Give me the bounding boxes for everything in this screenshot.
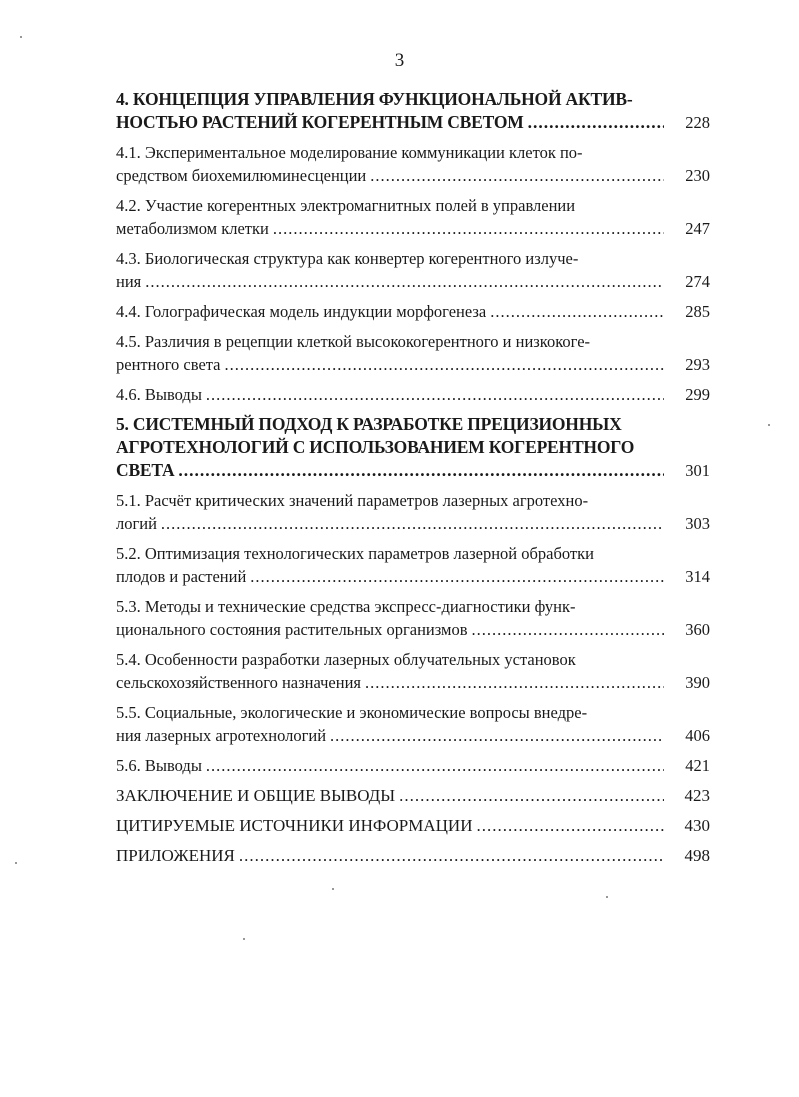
toc-page-number: 299 [685,385,710,404]
dot-leader [365,671,664,694]
toc-page-number: 423 [684,786,710,805]
toc-entry-4-3[interactable] [116,247,710,293]
scan-speck [15,862,17,864]
page-number: 3 [394,50,405,71]
toc-entry-5-4[interactable] [116,648,710,694]
table-of-contents [116,88,710,874]
dot-leader [178,459,664,482]
toc-entry-text: 5.4. Особенности разработки лазерных облучательных установок [116,650,576,669]
toc-page-number: 360 [685,620,710,639]
toc-entry-text: 4.2. Участие когерентных электромагнитных полей в управлении [116,196,576,215]
toc-entry-text: 5.5. Социальные, экологические и экономические вопросы внедре- [116,703,588,722]
toc-entry-text: 4.4. Голографическая модель индукции морфогенеза [116,302,487,321]
toc-entry-text: СВЕТА [116,460,175,480]
dot-leader [490,300,664,323]
toc-page-number: 230 [685,166,710,185]
dot-leader [477,814,665,837]
toc-page-number: 314 [685,567,710,586]
toc-entry-text: ЦИТИРУЕМЫЕ ИСТОЧНИКИ ИНФОРМАЦИИ [116,816,473,835]
scan-speck [20,36,22,38]
toc-entry-text: ционального состояния растительных организмов [116,620,468,639]
toc-entry-4-5[interactable] [116,330,710,376]
toc-page-number: 303 [685,514,710,533]
dot-leader [273,217,664,240]
toc-page-number: 247 [685,219,710,238]
toc-entry-5-5[interactable] [116,701,710,747]
toc-entry-text: ЗАКЛЮЧЕНИЕ И ОБЩИЕ ВЫВОДЫ [116,786,396,805]
toc-entry-text: 4. КОНЦЕПЦИЯ УПРАВЛЕНИЯ ФУНКЦИОНАЛЬНОЙ АКТИВ- [116,89,633,109]
toc-entry-text: ния [116,272,142,291]
toc-entry-text: сельскохозяйственного назначения [116,673,361,692]
toc-entry-chapter-4[interactable] [116,88,710,134]
toc-page-number: 390 [685,673,710,692]
dot-leader [528,111,664,134]
toc-entry-conclusion[interactable] [116,784,710,807]
toc-page-number: 293 [685,355,710,374]
scan-speck [606,896,608,898]
toc-entry-5-6[interactable] [116,754,710,777]
toc-entry-references[interactable] [116,814,710,837]
toc-entry-text: ПРИЛОЖЕНИЯ [116,846,235,865]
toc-entry-text: 5.2. Оптимизация технологических параметров лазерной обработки [116,544,594,563]
toc-entry-4-1[interactable] [116,141,710,187]
toc-entry-text: плодов и растений [116,567,247,586]
toc-page-number: 228 [685,113,710,132]
toc-entry-4-4[interactable] [116,300,710,323]
dot-leader [225,353,664,376]
toc-page-number: 498 [684,846,710,865]
toc-entry-text: 4.1. Экспериментальное моделирование коммуникации клеток по- [116,143,583,162]
dot-leader [399,784,664,807]
toc-page-number: 285 [685,302,710,321]
toc-page-number: 301 [685,461,710,480]
toc-page-number: 430 [684,816,710,835]
toc-entry-text: 5.1. Расчёт критических значений параметров лазерных агротехно- [116,491,589,510]
toc-entry-4-6[interactable] [116,383,710,406]
toc-entry-text: АГРОТЕХНОЛОГИЙ С ИСПОЛЬЗОВАНИЕМ КОГЕРЕНТНОГО [116,437,635,457]
dot-leader [239,844,664,867]
dot-leader [370,164,664,187]
toc-entry-text: 4.3. Биологическая структура как конвертер когерентного излуче- [116,249,579,268]
toc-entry-text: рентного света [116,355,221,374]
scan-speck [332,888,334,890]
dot-leader [145,270,664,293]
toc-entry-5-3[interactable] [116,595,710,641]
dot-leader [206,754,664,777]
toc-page-number: 274 [685,272,710,291]
toc-entry-5-2[interactable] [116,542,710,588]
toc-entry-text: 5.6. Выводы [116,756,202,775]
toc-entry-text: средством биохемилюминесценции [116,166,367,185]
toc-entry-text: 4.5. Различия в рецепции клеткой высококогерентного и низкокоге- [116,332,591,351]
toc-page-number: 421 [685,756,710,775]
toc-entry-text: ния лазерных агротехнологий [116,726,327,745]
dot-leader [161,512,664,535]
dot-leader [330,724,664,747]
toc-entry-text: метаболизмом клетки [116,219,269,238]
dot-leader [206,383,664,406]
toc-entry-text: логий [116,514,157,533]
scan-speck [243,938,245,940]
toc-page-number: 406 [685,726,710,745]
toc-entry-5-1[interactable] [116,489,710,535]
toc-entry-text: 5.3. Методы и технические средства экспресс-диагностики функ- [116,597,576,616]
toc-entry-text: НОСТЬЮ РАСТЕНИЙ КОГЕРЕНТНЫМ СВЕТОМ [116,112,524,132]
toc-entry-chapter-5[interactable] [116,413,710,482]
toc-entry-text: 4.6. Выводы [116,385,202,404]
toc-entry-appendices[interactable] [116,844,710,867]
dot-leader [250,565,664,588]
scan-speck [768,424,770,426]
toc-entry-4-2[interactable] [116,194,710,240]
toc-entry-text: 5. СИСТЕМНЫЙ ПОДХОД К РАЗРАБОТКЕ ПРЕЦИЗИОННЫХ [116,414,622,434]
dot-leader [472,618,664,641]
